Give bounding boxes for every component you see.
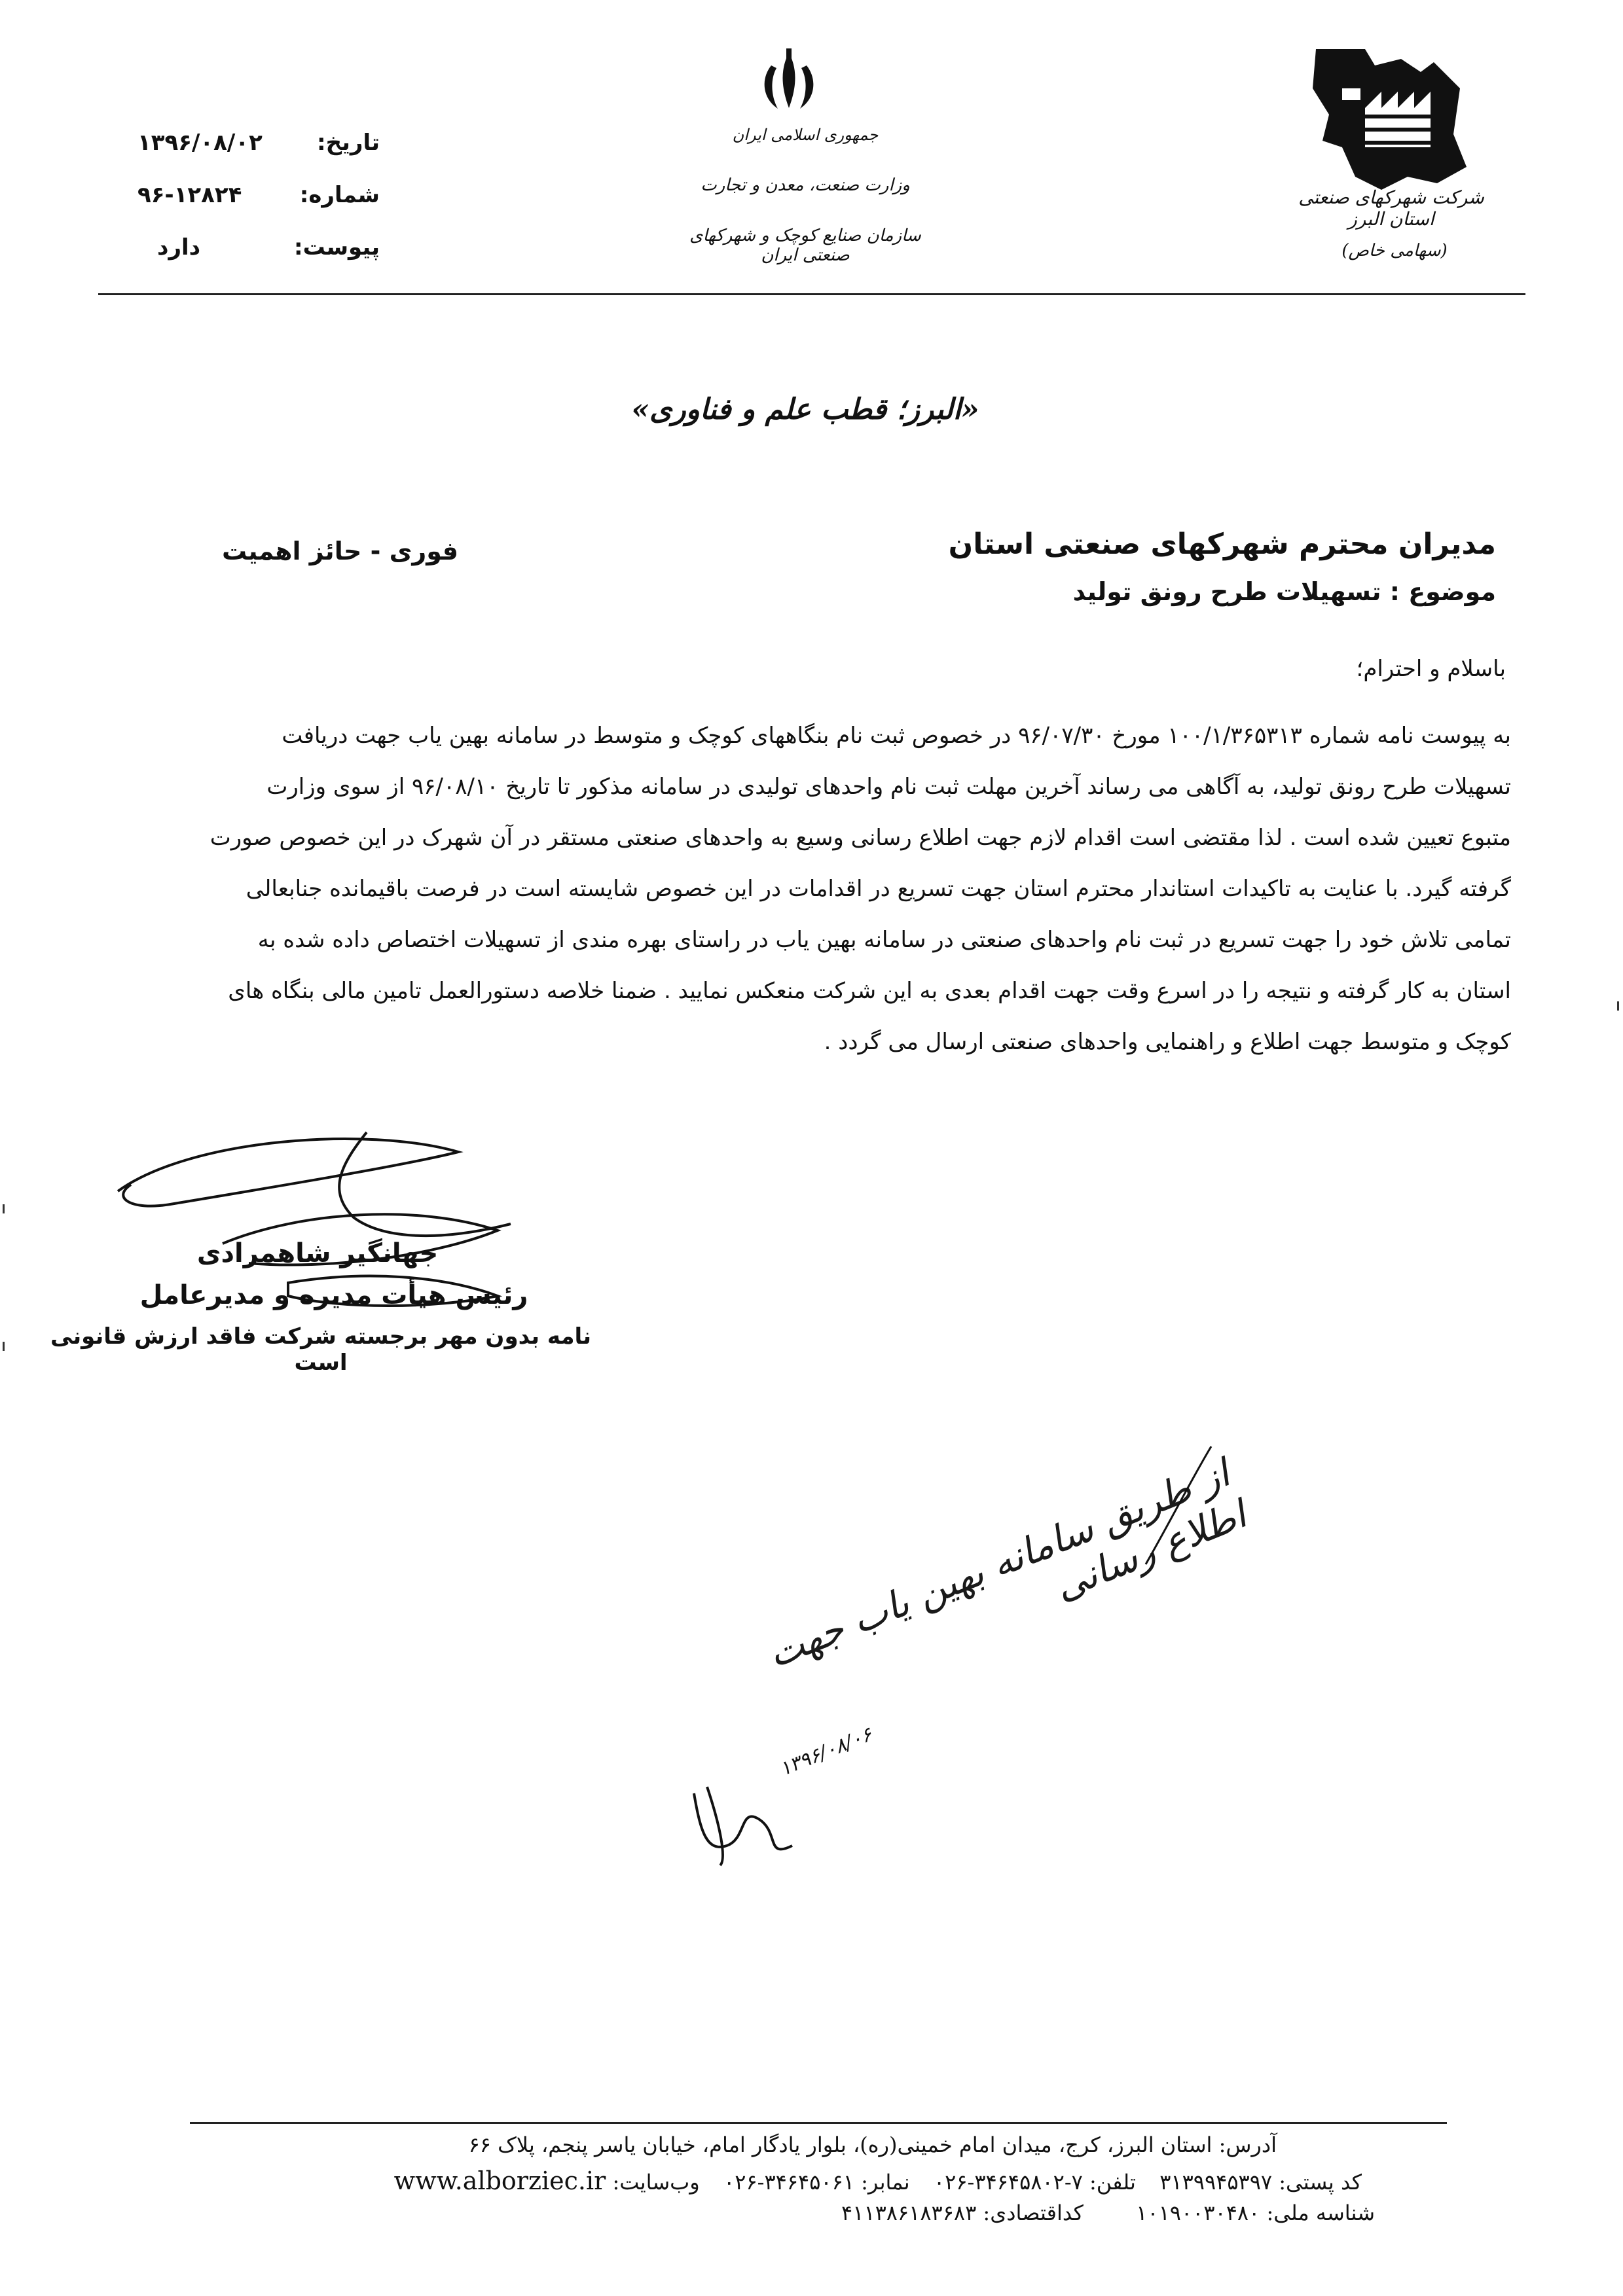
meta-attachment-value: دارد xyxy=(157,234,201,260)
meta-attachment-label: پیوست: xyxy=(294,234,380,260)
annotation-date: ۱۳۹۶/۰۸/۰۶ xyxy=(776,1723,876,1781)
meta-number xyxy=(137,182,380,221)
meta-date-label: تاریخ: xyxy=(317,130,380,156)
footer-address: آدرس: استان البرز، کرج، میدان امام خمینی(ره)، بلوار یادگار امام، خیابان یاسر پنجم، پلاک ۶۶ xyxy=(468,2132,1277,2157)
gov-line-1: جمهوری اسلامی ایران xyxy=(732,126,879,144)
footer-website-link[interactable]: www.alborziec.ir xyxy=(393,2166,606,2195)
iran-emblem-icon xyxy=(753,46,825,118)
company-logo xyxy=(1303,36,1473,193)
company-name: شرکت شهرکهای صنعتی استان البرز xyxy=(1298,187,1484,230)
footer-website-label: وب‌سایت: xyxy=(612,2170,700,2195)
gov-line-3: سازمان صنایع کوچک و شهرکهای صنعتی ایران xyxy=(689,226,921,265)
signer-title: رئیس هیأت مدیره و مدیرعامل xyxy=(139,1280,528,1310)
body-line-6: استان به کار گرفته و نتیجه را در اسرع وقت جهت اقدام بعدی به این شرکت منعکس نمایید . ضمنا خلاصه دستورالعمل تامین مالی بنگاه های xyxy=(228,978,1511,1004)
scan-edge-mark xyxy=(3,1342,5,1351)
footer-national-id: شناسه ملی: ۱۰۱۹۰۰۳۰۴۸۰ xyxy=(1136,2200,1375,2225)
signer-name: جهانگیر شاهمرادی xyxy=(196,1238,439,1268)
meta-number-label: شماره: xyxy=(299,182,380,208)
slogan: «البرز؛ قطب علم و فناوری» xyxy=(631,393,979,426)
scan-edge-mark xyxy=(1617,1001,1619,1011)
priority-note: فوری - حائز اهمیت xyxy=(221,537,458,565)
body-line-7: کوچک و متوسط جهت اطلاع و راهنمایی واحدهای صنعتی ارسال می گردد . xyxy=(824,1029,1511,1055)
annotation-stroke xyxy=(1126,1440,1231,1571)
recipient: مدیران محترم شهرکهای صنعتی استان xyxy=(948,528,1496,561)
footer-divider xyxy=(190,2122,1447,2124)
footer-phone: تلفن: ۷-۳۴۶۴۵۸۰۲-۰۲۶ xyxy=(933,2170,1136,2195)
footer-postal: کد پستی: ۳۱۳۹۹۴۵۳۹۷ xyxy=(1159,2170,1362,2195)
body-line-1: به پیوست نامه شماره ۱۰۰/۱/۳۶۵۳۱۳ مورخ ۹۶/۰۷/۳۰ در خصوص ثبت نام بنگاههای کوچک و متوسط در سامانه بهین یاب جهت دریافت xyxy=(282,723,1511,749)
meta-attachment xyxy=(137,234,380,274)
company-type: (سهامی خاص) xyxy=(1341,241,1448,260)
annotation-initials xyxy=(681,1767,812,1872)
greeting: باسلام و احترام؛ xyxy=(1356,656,1506,682)
footer-economic-code: کداقتصادی: ۴۱۱۳۸۶۱۸۳۶۸۳ xyxy=(841,2200,1084,2225)
footer-contact-row xyxy=(275,2166,1362,2195)
footer-fax: نمابر: ۳۴۶۴۵۰۶۱-۰۲۶ xyxy=(723,2170,910,2195)
header-divider xyxy=(98,293,1525,295)
subject-line: موضوع : تسهیلات طرح رونق تولید xyxy=(1072,577,1496,606)
footer-ids-row xyxy=(498,2200,1375,2225)
meta-number-value: ۹۶-۱۲۸۲۴ xyxy=(137,182,242,208)
stamp-note: نامه بدون مهر برجسته شرکت فاقد ارزش قانونی است xyxy=(50,1323,592,1376)
handwritten-annotation: از طریق سامانه بهین یاب جهت اطلاع رسانی xyxy=(761,1450,1252,1677)
body-line-3: متبوع تعیین شده است . لذا مقتضی است اقدام لازم جهت اطلاع رسانی وسیع به واحدهای صنعتی مستقر در آن شهرک در این خصوص صورت xyxy=(210,825,1511,851)
meta-date xyxy=(137,130,380,169)
body-line-4: گرفته گیرد. با عنایت به تاکیدات استاندار محترم استان جهت تسریع در اقدامات در این خصوص شایسته است در فرصت باقیمانده جنابعالی xyxy=(246,876,1511,902)
body-line-2: تسهیلات طرح رونق تولید، به آگاهی می رساند آخرین مهلت ثبت نام واحدهای تولیدی در سامانه مذکور تا تاریخ ۹۶/۰۸/۱۰ از سوی وزارت xyxy=(266,774,1511,800)
meta-date-value: ۱۳۹۶/۰۸/۰۲ xyxy=(137,130,263,156)
body-line-5: تمامی تلاش خود را جهت تسریع در ثبت نام واحدهای صنعتی در سامانه بهین یاب در راستای بهره مندی از تسهیلات اختصاص داده شده به xyxy=(257,927,1511,953)
scan-edge-mark xyxy=(3,1204,5,1213)
gov-line-2: وزارت صنعت، معدن و تجارت xyxy=(701,175,910,195)
